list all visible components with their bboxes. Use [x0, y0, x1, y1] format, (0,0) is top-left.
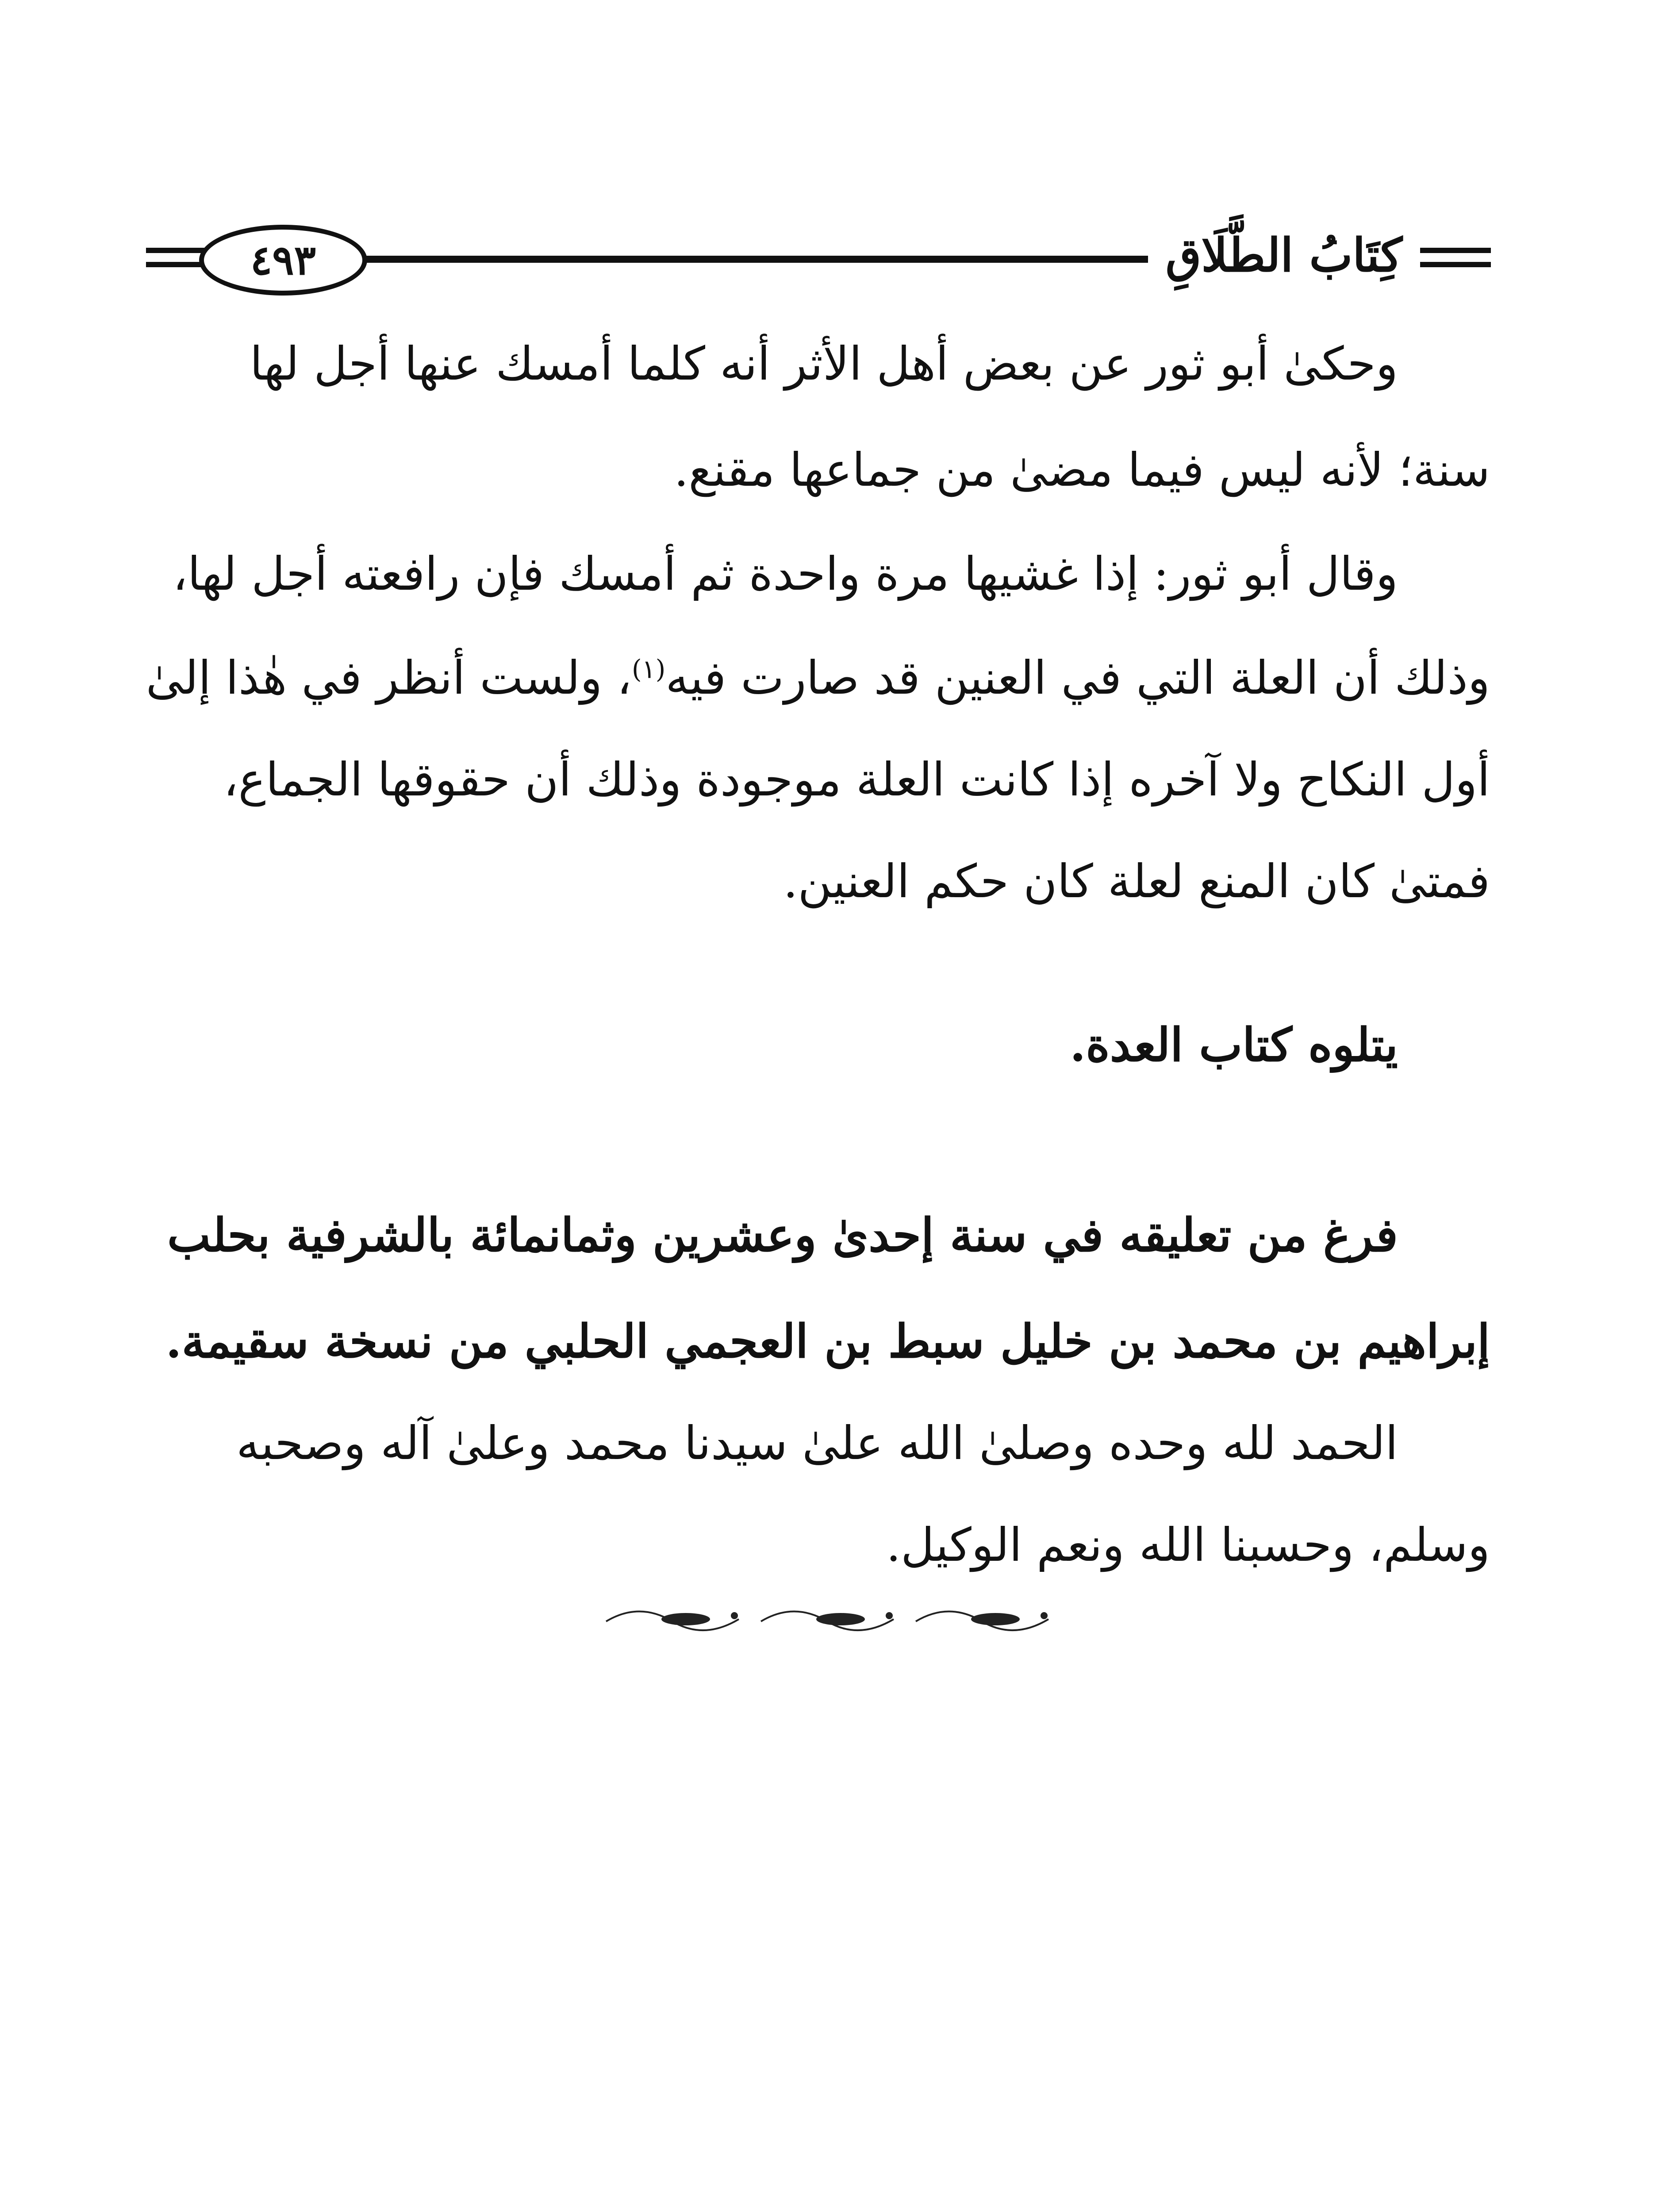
body-line: سنة؛ لأنه ليس فيما مضىٰ من جماعها مقنع.: [674, 443, 1490, 497]
body-line: فمتىٰ كان المنع لعلة كان حكم العنين.: [783, 854, 1490, 908]
body-line: وحكىٰ أبو ثور عن بعض أهل الأثر أنه كلما أمسك عنها أجل لها: [250, 337, 1398, 391]
closing-line: وسلم، وحسبنا الله ونعم الوكيل.: [886, 1518, 1490, 1572]
page-number-badge: [199, 225, 367, 296]
running-title: كِتَابُ الطَّلَاقِ: [1148, 228, 1420, 283]
colophon-line: إبراهيم بن محمد بن خليل سبط بن العجمي الحلبي من نسخة سقيمة.: [165, 1314, 1490, 1368]
header-rule-main: [354, 256, 1172, 263]
colophon-line: فرغ من تعليقه في سنة إحدىٰ وعشرين وثمانمائة بالشرفية بحلب: [167, 1208, 1398, 1262]
body-line: أول النكاح ولا آخره إذا كانت العلة موجودة وذلك أن حقوقها الجماع،: [223, 753, 1490, 806]
closing-line: الحمد لله وحده وصلىٰ الله علىٰ سيدنا محمد وعلىٰ آله وصحبه: [236, 1416, 1398, 1470]
body-text: ، ولست أنظر في هٰذا إلىٰ: [146, 651, 632, 705]
footnote-reference: (١): [631, 654, 666, 684]
header-rule-left-top: [146, 248, 208, 253]
page-number: ٤٩٣: [250, 236, 316, 284]
body-line-with-footnote-ref: [146, 650, 1490, 706]
next-book-note: يتلوه كتاب العدة.: [1070, 1018, 1398, 1072]
header-rule-left-bottom: [146, 262, 208, 267]
body-line: وقال أبو ثور: إذا غشيها مرة واحدة ثم أمسك فإن رافعته أجل لها،: [173, 547, 1398, 601]
floral-divider-icon: [602, 1606, 1053, 1632]
body-text: وذلك أن العلة التي في العنين قد صارت فيه: [665, 651, 1490, 705]
